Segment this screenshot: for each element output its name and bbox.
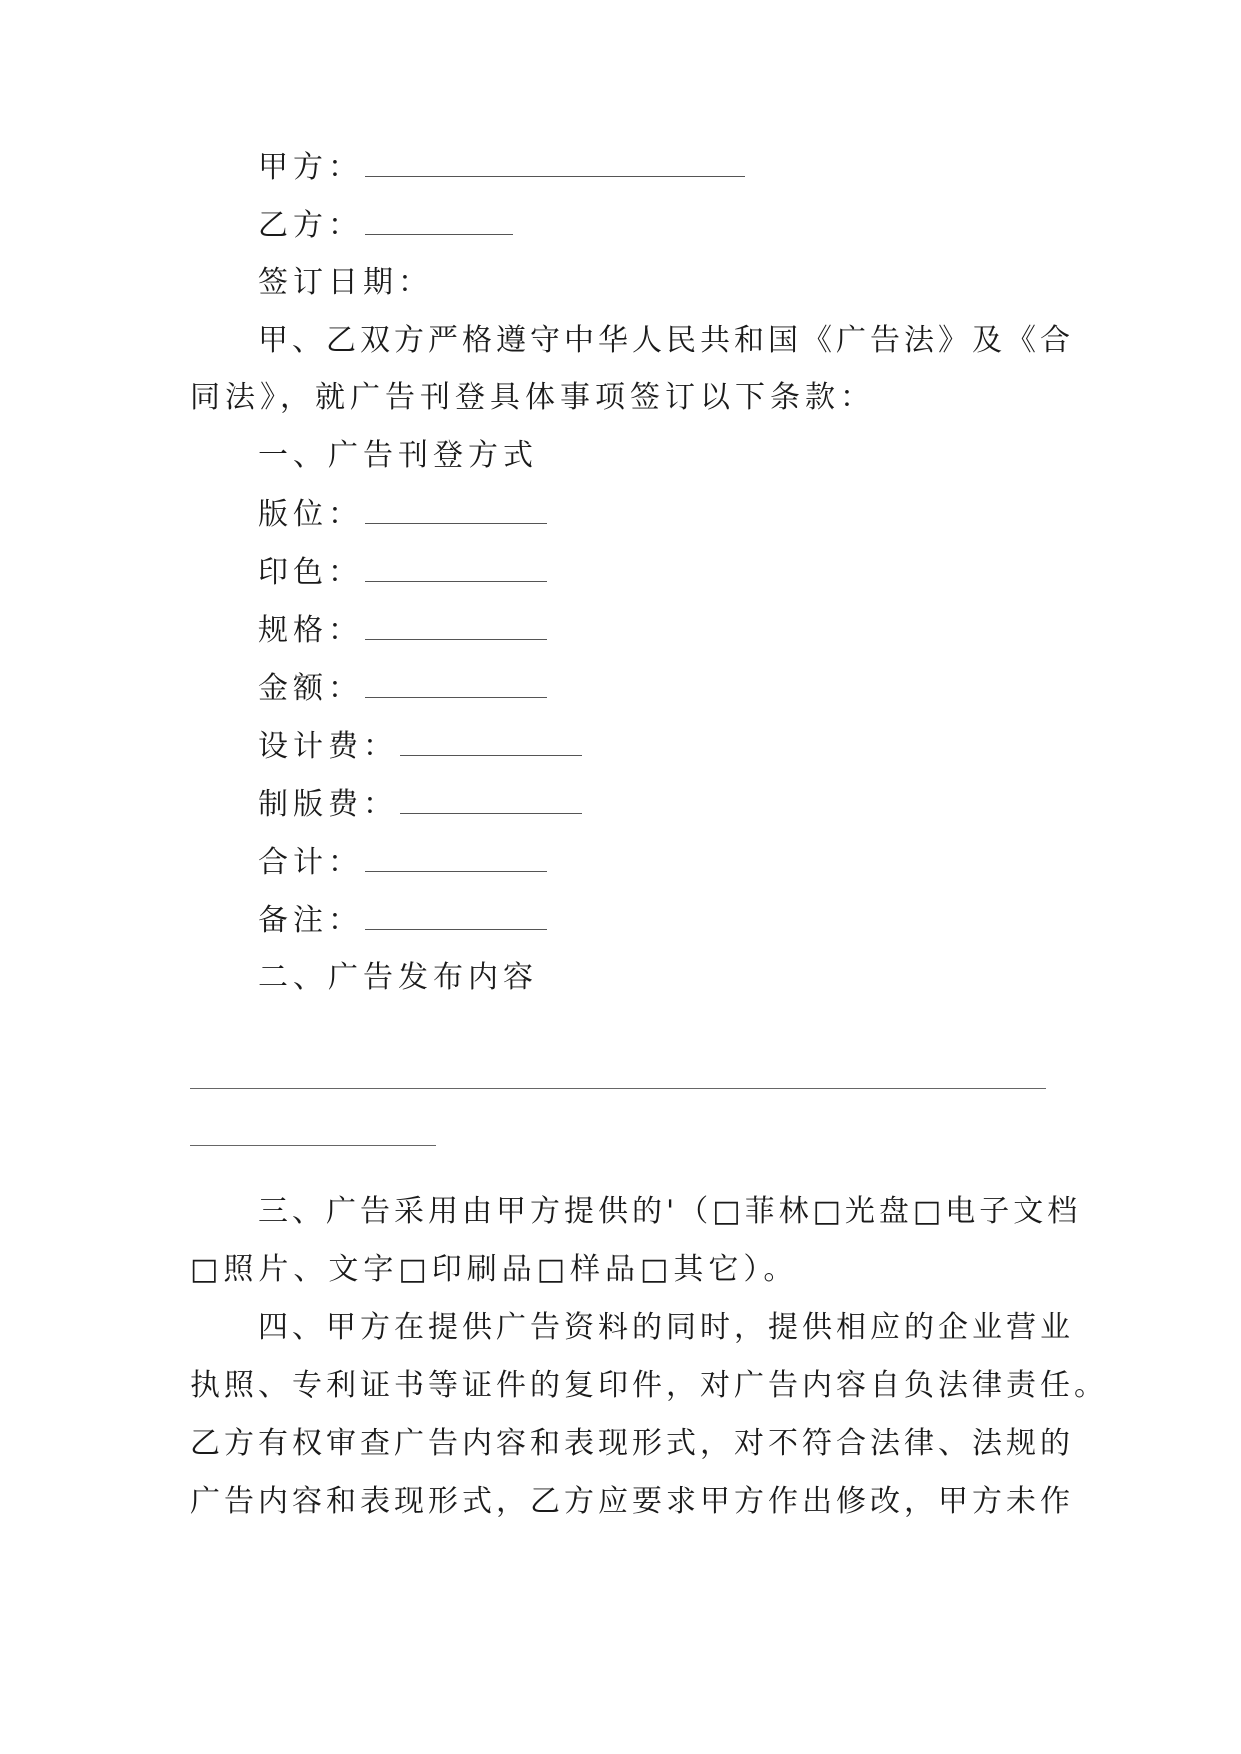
party-a-blank[interactable] <box>365 152 745 177</box>
field-blank[interactable] <box>400 789 582 814</box>
field-label: 备注： <box>258 903 363 938</box>
party-a-line <box>258 152 745 183</box>
field-row <box>258 789 582 820</box>
field-row <box>258 847 547 878</box>
field-blank[interactable] <box>400 731 582 756</box>
section4-line-1 <box>258 1310 1074 1345</box>
section4-line-4 <box>190 1484 1074 1519</box>
section4-text-4: 广告内容和表现形式，乙方应要求甲方作出修改，甲方未作 <box>190 1484 1074 1519</box>
field-blank[interactable] <box>365 673 547 698</box>
section3-text-2: □照片、文字□印刷品□样品□其它）。 <box>190 1252 799 1287</box>
sign-date-line <box>258 265 433 300</box>
party-b-blank[interactable] <box>365 210 513 235</box>
field-label: 版位： <box>258 497 363 532</box>
intro-text-1: 甲、乙双方严格遵守中华人民共和国《广告法》及《合 <box>258 323 1074 358</box>
field-label: 金额： <box>258 671 363 706</box>
party-b-line <box>258 210 513 241</box>
field-blank[interactable] <box>365 499 547 524</box>
section3-line-2 <box>190 1252 799 1287</box>
field-row <box>258 615 547 646</box>
field-label: 设计费： <box>258 729 398 764</box>
field-row <box>258 499 547 530</box>
field-label: 制版费： <box>258 787 398 822</box>
field-label: 印色： <box>258 555 363 590</box>
field-row <box>258 557 547 588</box>
field-blank[interactable] <box>365 557 547 582</box>
field-row <box>258 905 547 936</box>
section4-line-3 <box>190 1426 1074 1461</box>
party-a-label: 甲方： <box>258 150 363 185</box>
section1-title <box>258 438 538 473</box>
field-row <box>258 731 582 762</box>
section4-text-2: 执照、专利证书等证件的复印件，对广告内容自负法律责任。 <box>190 1368 1108 1403</box>
field-label: 规格： <box>258 613 363 648</box>
section2-title-text: 二、广告发布内容 <box>258 960 538 995</box>
field-blank[interactable] <box>365 847 547 872</box>
section2-title <box>258 960 538 995</box>
section3-line-1 <box>258 1194 1082 1229</box>
section1-title-text: 一、广告刊登方式 <box>258 438 538 473</box>
content-blank-line-1[interactable] <box>190 1088 1046 1089</box>
field-row <box>258 673 547 704</box>
sign-date-label: 签订日期： <box>258 265 433 300</box>
intro-line-1 <box>258 323 1074 358</box>
field-blank[interactable] <box>365 615 547 640</box>
field-blank[interactable] <box>365 905 547 930</box>
section4-text-3: 乙方有权审查广告内容和表现形式，对不符合法律、法规的 <box>190 1426 1074 1461</box>
field-label: 合计： <box>258 845 363 880</box>
intro-text-2: 同法》，就广告刊登具体事项签订以下条款： <box>190 380 875 415</box>
intro-line-2 <box>190 380 875 415</box>
section3-text-1: 三、广告采用由甲方提供的'（□菲林□光盘□电子文档 <box>258 1194 1082 1229</box>
party-b-label: 乙方： <box>258 208 363 243</box>
section4-line-2 <box>190 1368 1108 1403</box>
content-blank-line-2[interactable] <box>190 1145 436 1146</box>
section4-text-1: 四、甲方在提供广告资料的同时，提供相应的企业营业 <box>258 1310 1074 1345</box>
